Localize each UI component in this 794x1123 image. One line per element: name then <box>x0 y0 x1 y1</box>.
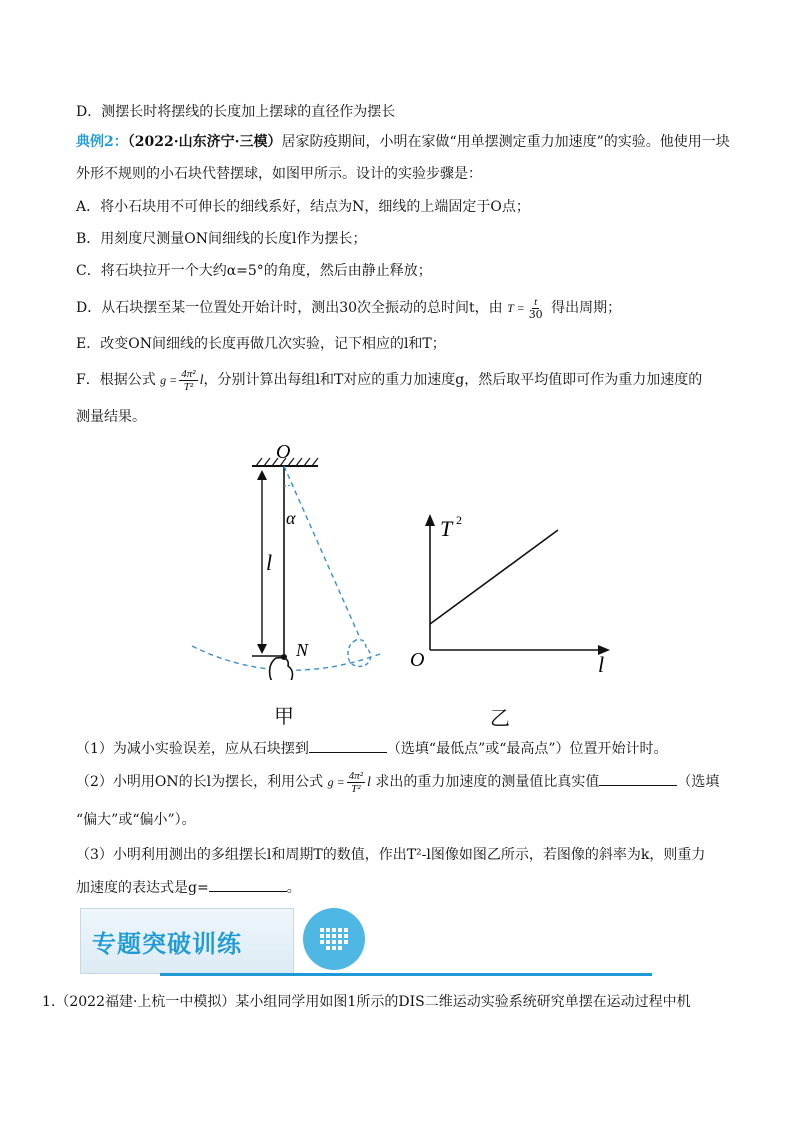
period-fraction-num: t <box>534 295 538 308</box>
label-n: N <box>296 640 309 660</box>
step-c: C．将石块拉开一个大约α=5°的角度，然后由静止释放； <box>76 263 432 279</box>
y-axis-arrow <box>425 514 435 526</box>
question-3: （3）小明利用测出的多组摆长l和周期T的数值，作出T²-l图像如图乙所示，若图像的斜率为k，则重力 <box>76 847 706 863</box>
knot-n <box>281 654 287 660</box>
q3-cont-pre: 加速度的表达式是g= <box>76 880 209 896</box>
length-arrow-head-top <box>257 470 267 480</box>
q2-blank[interactable] <box>599 771 677 786</box>
label-t2-sup: 2 <box>456 513 462 527</box>
banner-underline <box>160 973 652 976</box>
q1-pre: （1）为减小实验误差，应从石块摆到 <box>76 741 309 757</box>
length-arrow-head-bottom <box>257 644 267 654</box>
q1-post: （选填“最低点”或“最高点”）位置开始计时。 <box>386 741 668 757</box>
step-f-pre: F．根据公式 <box>76 372 156 388</box>
q2-formula-den: T² <box>351 782 361 795</box>
question-1 <box>76 738 734 759</box>
example-label: 典例2： <box>76 134 128 150</box>
displaced-string <box>284 466 360 638</box>
q2-formula-tail: l <box>367 775 371 790</box>
banner-grid-icon <box>303 908 365 970</box>
stone <box>270 658 293 680</box>
q3-cont-post: 。 <box>286 880 301 896</box>
label-alpha: α <box>286 508 296 528</box>
q3-blank[interactable] <box>209 877 287 892</box>
figure-jia-caption: 甲 <box>274 704 294 728</box>
option-d-prev: D．测摆长时将摆线的长度加上摆球的直径作为摆长 <box>76 104 396 120</box>
q1-blank[interactable] <box>309 738 387 753</box>
label-l-axis: l <box>598 652 605 677</box>
t2-l-graph <box>404 510 624 680</box>
period-fraction-den: 30 <box>528 307 543 321</box>
label-o: O <box>276 441 291 463</box>
label-l: l <box>266 550 273 575</box>
question-2-cont: “偏大”或“偏小”）。 <box>76 812 196 828</box>
step-f-post: ，分别计算出每组l和T对应的重力加速度g，然后取平均值即可作为重力加速度的 <box>203 372 703 388</box>
g-formula-fraction <box>179 368 197 393</box>
q2-pre: （2）小明用ON的长l为摆长，利用公式 <box>76 774 324 790</box>
figure-yi-caption: 乙 <box>490 706 510 730</box>
g-formula-den: T² <box>183 380 194 393</box>
question-2 <box>76 768 734 797</box>
g-formula-num: 4π² <box>181 367 196 380</box>
pendulum-figure <box>180 440 400 680</box>
q2-formula-fraction <box>347 770 365 795</box>
example-text-cont: 外形不规则的小石块代替摆球，如图甲所示。设计的实验步骤是： <box>76 166 482 182</box>
dot-grid-icon <box>303 908 365 970</box>
question-3-cont <box>76 877 734 898</box>
q2-post: （选填 <box>677 774 720 790</box>
q2-formula-lhs: g = <box>327 775 345 789</box>
period-formula-lhs: T = <box>507 301 525 315</box>
q2-mid: 求出的重力加速度的测量值比真实值 <box>375 774 600 790</box>
step-a: A．将小石块用不可伸长的细线系好，结点为N，细线的上端固定于O点； <box>76 199 530 215</box>
problem-1: 1.（2022福建·上杭一中模拟）某小组同学用如图1所示的DIS二维运动实验系统研究单摆在运动过程中机 <box>42 994 691 1010</box>
example-heading <box>76 132 734 152</box>
step-f <box>76 366 734 395</box>
period-fraction <box>527 296 545 321</box>
step-b: B．用刻度尺测量ON间细线的长度l作为摆长； <box>76 231 367 247</box>
example-text: 居家防疫期间，小明在家做“用单摆测定重力加速度”的实验。他使用一块 <box>281 134 730 150</box>
step-f-cont: 测量结果。 <box>76 409 146 425</box>
section-banner-title: 专题突破训练 <box>92 930 242 958</box>
step-d-post: 得出周期； <box>551 300 622 316</box>
g-formula-lhs: g = <box>160 373 178 387</box>
label-t2: T <box>440 516 453 541</box>
step-e: E．改变ON间细线的长度再做几次实验，记下相应的l和T； <box>76 336 446 352</box>
q2-formula-num: 4π² <box>348 769 363 782</box>
g-formula-tail: l <box>199 373 204 388</box>
step-d <box>76 294 734 322</box>
example-source: （2022·山东济宁·三模） <box>127 134 282 150</box>
graph-line <box>430 530 558 624</box>
label-origin: O <box>410 649 425 671</box>
step-d-pre: D．从石块摆至某一位置处开始计时，测出30次全振动的总时间t，由 <box>76 300 503 316</box>
